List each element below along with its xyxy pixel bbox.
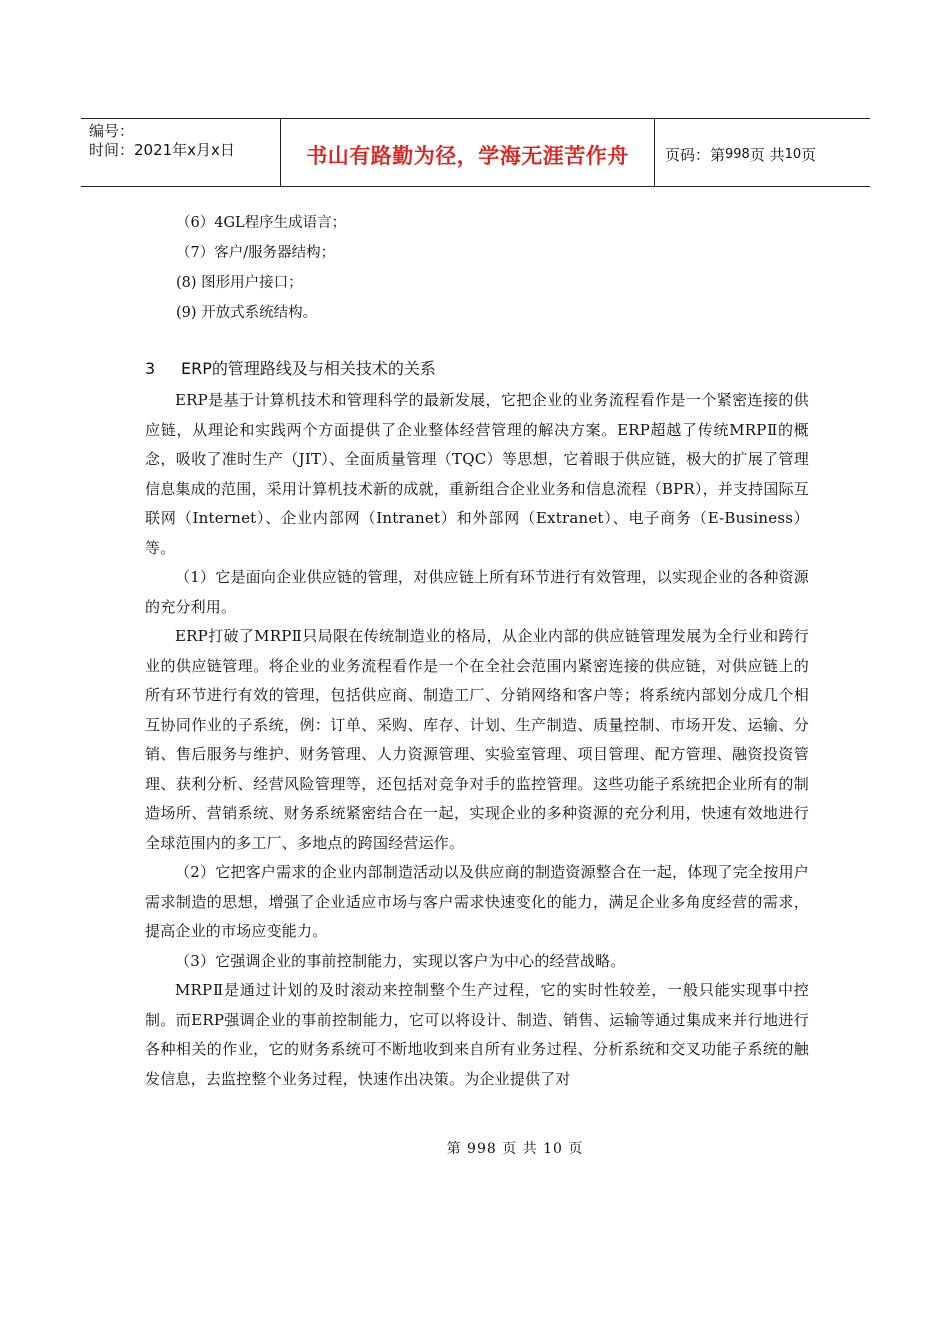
page-mid: 页 共 [749, 146, 785, 164]
page-suffix: 页 [801, 146, 817, 164]
paragraph: ERP是基于计算机技术和管理科学的最新发展，它把企业的业务流程看作是一个紧密连接的供应链，从理论和实践两个方面提供了企业整体经营管理的解决方案。ERP超越了传统MRPⅡ的概念，吸收了准时生产（JIT）、全面质量管理（TQC）等思想，它着眼于供应链，极大的扩展了管理信息集成的范围，采用计算机技术新的成就，重新组合企业业务和信息流程（BPR），并支持国际互联网（Internet）、企业内部网（Intranet）和外部网（Extranet）、电子商务（E-Business）等。 [145, 391, 809, 557]
date-label: 时间：2021年x月x日 [89, 141, 235, 159]
section-number: 3 [145, 359, 156, 378]
list-item: (8) 图形用户接口； [176, 275, 303, 291]
paragraph: MRPⅡ是通过计划的及时滚动来控制整个生产过程，它的实时性较差，一般只能实现事中控制。而ERP强调企业的事前控制能力，它可以将设计、制造、销售、运输等通过集成来并行地进行各种相关的作业，它的财务系统可不断地收到来自所有业务过程、分析系统和交叉功能子系统的触发信息，去监控整个业务过程，快速作出决策。为企业提供了对 [145, 981, 809, 1088]
list-item: （7）客户/服务器结构； [176, 245, 336, 261]
list-item: (9) 开放式系统结构。 [176, 305, 318, 321]
header-page-info [655, 119, 870, 186]
serial-number-label: 编号： [89, 122, 135, 140]
page-number: 998 [725, 147, 750, 162]
paragraph: （1）它是面向企业供应链的管理，对供应链上所有环节进行有效管理，以实现企业的各种资源的充分利用。 [145, 568, 809, 616]
header-motto: 书山有路勤为径，学海无涯苦作舟 [281, 119, 655, 186]
document-body [145, 208, 809, 1094]
section-heading [145, 352, 809, 386]
page-prefix: 页码：第 [665, 146, 726, 164]
paragraph: （3）它强调企业的事前控制能力，实现以客户为中心的经营战略。 [175, 951, 626, 970]
paragraph: ERP打破了MRPⅡ只局限在传统制造业的格局，从企业内部的供应链管理发展为全行业和跨行业的供应链管理。将企业的业务流程看作是一个在全社会范围内紧密连接的供应链，对供应链上的所有环节进行有效的管理，包括供应商、制造工厂、分销网络和客户等；将系统内部划分成几个相互协同作业的子系统，例：订单、采购、库存、计划、生产制造、质量控制、市场开发、运输、分销、售后服务与维护、财务管理、人力资源管理、实验室管理、项目管理、配方管理、融资投资管理、获利分析、经营风险管理等，还包括对竞争对手的监控管理。这些功能子系统把企业所有的制造场所、营销系统、财务系统紧密结合在一起，实现企业的多种资源的充分利用，快速有效地进行全球范围内的多工厂、多地点的跨国经营运作。 [145, 627, 809, 852]
paragraph: （2）它把客户需求的企业内部制造活动以及供应商的制造资源整合在一起，体现了完全按用户需求制造的思想，增强了企业适应市场与客户需求快速变化的能力，满足企业多角度经营的需求，提高企业的市场应变能力。 [145, 863, 809, 940]
list-item: （6）4GL程序生成语言； [176, 215, 347, 231]
section-title: ERP的管理路线及与相关技术的关系 [181, 359, 436, 378]
page-header [81, 118, 870, 187]
header-meta [81, 119, 281, 186]
page-footer: 第 998 页 共 10 页 [446, 1141, 584, 1157]
total-pages: 10 [784, 147, 802, 162]
